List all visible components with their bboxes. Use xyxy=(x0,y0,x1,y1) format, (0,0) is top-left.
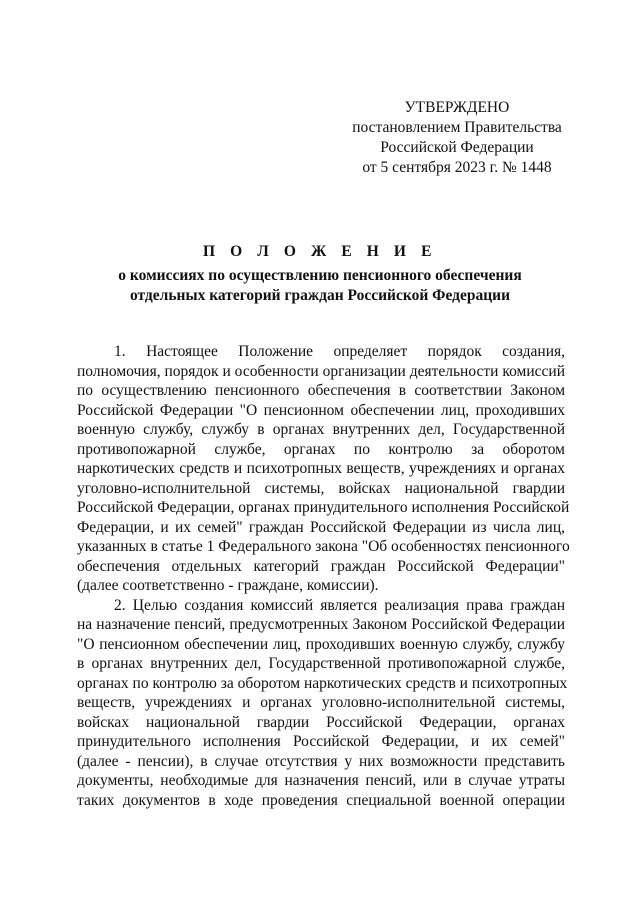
document-body xyxy=(77,342,570,810)
text-line: на назначение пенсий, предусмотренных Законом Российской Федерации xyxy=(77,616,565,633)
text-line: документы, необходимые для назначения пенсий, или в случае утраты xyxy=(77,772,565,789)
text-line: (далее соответственно - граждане, комиссии). xyxy=(77,577,379,594)
text-line: 1. Настоящее Положение определяет порядок создания, xyxy=(114,343,565,360)
text-line: "О пенсионном обеспечении лиц, проходивших военную службу, службу xyxy=(77,635,565,653)
text-line: полномочия, порядок и особенности организации деятельности комиссий xyxy=(77,362,565,380)
text-line: обеспечения отдельных категорий граждан Российской Федерации" xyxy=(77,557,565,575)
document-title: П О Л О Ж Е Н И Е xyxy=(202,243,438,260)
approval-date-number: от 5 сентября 2023 г. № 1448 xyxy=(362,159,552,176)
text-line: веществ, учреждениях и органах уголовно-исполнительной системы, xyxy=(77,694,565,711)
text-line: Российской Федерации, органах принудительного исполнения Российской xyxy=(77,499,570,516)
subtitle-line: о комиссиях по осуществлению пенсионного обеспечения xyxy=(118,267,522,284)
text-line: наркотических средств и психотропных веществ, учреждениях и органах xyxy=(77,460,565,477)
text-line: по осуществлению пенсионного обеспечения в соответствии Законом xyxy=(77,382,565,399)
text-line: (далее - пенсии), в случае отсутствия у них возможности представить xyxy=(77,752,565,770)
subtitle-line: отдельных категорий граждан Российской Федерации xyxy=(129,287,511,304)
text-line: указанных в статье 1 Федерального закона "Об особенностях пенсионного xyxy=(77,538,570,555)
approval-authority: постановлением Правительства xyxy=(352,119,562,136)
text-line: таких документов в ходе проведения специальной военной операции xyxy=(77,791,565,809)
text-line: 2. Целью создания комиссий является реализация права граждан xyxy=(114,596,565,614)
text-line: в органах внутренних дел, Государственной противопожарной службе, xyxy=(77,655,565,672)
text-line: уголовно-исполнительной системы, войсках национальной гвардии xyxy=(77,479,565,497)
text-line: Российской Федерации "О пенсионном обеспечении лиц, проходивших xyxy=(77,401,565,419)
approval-stamp xyxy=(322,98,592,178)
text-line: органах по контролю за оборотом наркотических средств и психотропных xyxy=(77,674,568,692)
text-line: противопожарной службе, органах по контролю за оборотом xyxy=(77,440,565,458)
text-line: войсках национальной гвардии Российской Федерации, органах xyxy=(77,713,565,731)
text-line: военную службу, службу в органах внутренних дел, Государственной xyxy=(77,421,565,438)
document-subtitle xyxy=(60,266,580,306)
text-line: принудительного исполнения Российской Федерации, и их семей" xyxy=(77,733,565,750)
approval-authority-country: Российской Федерации xyxy=(380,139,534,156)
paragraph-2 xyxy=(77,596,568,811)
text-line: Федерации, и их семей" граждан Российской Федерации из числа лиц, xyxy=(77,518,565,536)
approval-heading: УТВЕРЖДЕНО xyxy=(404,99,510,116)
paragraph-1 xyxy=(77,342,570,596)
